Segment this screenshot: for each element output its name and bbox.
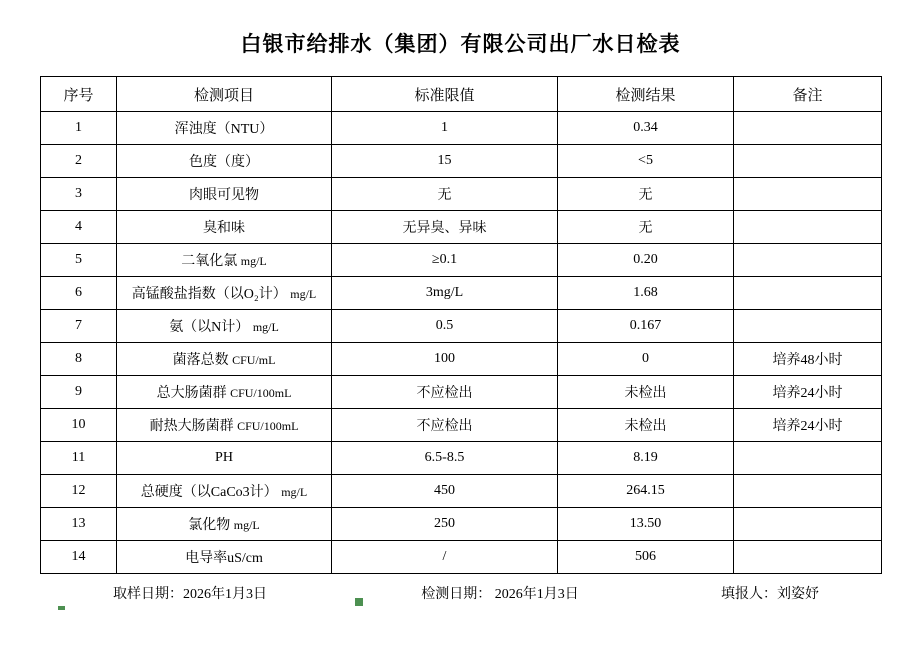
cell-limit: 不应检出	[332, 376, 558, 409]
cell-item-name: 菌落总数	[172, 353, 229, 368]
cell-limit: 无异臭、异味	[332, 211, 558, 244]
footer	[0, 583, 921, 603]
cell-result: 0	[558, 343, 734, 376]
test-date: 检测日期： 2026年1月3日	[421, 587, 579, 602]
table-row	[41, 277, 882, 310]
header-limit: 标准限值	[332, 77, 558, 112]
cell-limit: 无	[332, 178, 558, 211]
cell-item-name: 耐热大肠菌群	[149, 419, 234, 434]
cell-limit: 不应检出	[332, 409, 558, 442]
table-row	[41, 508, 882, 541]
cell-item	[117, 475, 332, 508]
cell-no: 11	[41, 442, 117, 475]
cell-limit: 250	[332, 508, 558, 541]
table-row	[41, 211, 882, 244]
cell-item-name: 氯化物	[188, 518, 231, 533]
table-header	[41, 77, 882, 112]
cell-item-name: 总硬度（以CaCo3计）	[140, 485, 278, 500]
cell-item-name: 二氧化氯	[181, 254, 238, 269]
cell-no: 10	[41, 409, 117, 442]
cell-result: 1.68	[558, 277, 734, 310]
table-row	[41, 442, 882, 475]
table-row	[41, 112, 882, 145]
cell-item-name: 臭和味	[203, 221, 245, 236]
cell-limit: /	[332, 541, 558, 574]
table-row	[41, 244, 882, 277]
cell-item	[117, 145, 332, 178]
cell-no: 2	[41, 145, 117, 178]
cell-item	[117, 376, 332, 409]
cell-item-unit: mg/L	[252, 320, 279, 334]
green-marker-secondary-icon	[58, 606, 65, 610]
reporter-name: 填报人：刘姿妤	[721, 587, 819, 602]
cell-remark	[734, 178, 882, 211]
cell-item-name: 总大肠菌群	[156, 386, 227, 401]
cell-item	[117, 178, 332, 211]
cell-result: 0.34	[558, 112, 734, 145]
table-row	[41, 541, 882, 574]
cell-item-name: 氨（以N计）	[169, 320, 250, 335]
cell-item-name: 电导率uS/cm	[185, 551, 263, 566]
cell-limit: 1	[332, 112, 558, 145]
cell-no: 13	[41, 508, 117, 541]
cell-item-unit: CFU/mL	[232, 353, 276, 367]
cell-item-name: PH	[215, 450, 233, 465]
sample-date: 取样日期：2026年1月3日	[113, 587, 267, 602]
cell-no: 7	[41, 310, 117, 343]
cell-item-name: 色度（度）	[189, 155, 259, 170]
cell-result: 13.50	[558, 508, 734, 541]
table-body	[41, 112, 882, 574]
cell-no: 3	[41, 178, 117, 211]
cell-item	[117, 442, 332, 475]
cell-item	[117, 508, 332, 541]
cell-remark	[734, 244, 882, 277]
table-header-row	[41, 77, 882, 112]
cell-limit: 6.5-8.5	[332, 442, 558, 475]
cell-no: 8	[41, 343, 117, 376]
cell-remark	[734, 112, 882, 145]
cell-no: 6	[41, 277, 117, 310]
cell-item-unit: mg/L	[281, 485, 308, 499]
cell-item-unit: mg/L	[233, 518, 260, 532]
report-table-container	[0, 76, 921, 574]
cell-item-unit: CFU/100mL	[237, 419, 299, 433]
cell-remark	[734, 442, 882, 475]
header-item: 检测项目	[117, 77, 332, 112]
cell-item	[117, 211, 332, 244]
cell-result: 未检出	[558, 409, 734, 442]
cell-item-name: 高锰酸盐指数（以O₂计）	[131, 287, 287, 302]
cell-remark: 培养48小时	[734, 343, 882, 376]
cell-result: 0.167	[558, 310, 734, 343]
cell-item-name: 浑浊度（NTU）	[174, 122, 274, 137]
cell-item-unit: mg/L	[290, 287, 317, 301]
cell-item-name: 肉眼可见物	[189, 188, 259, 203]
cell-result: 无	[558, 211, 734, 244]
cell-remark	[734, 508, 882, 541]
cell-result: 0.20	[558, 244, 734, 277]
cell-remark	[734, 277, 882, 310]
cell-item	[117, 112, 332, 145]
table-row	[41, 178, 882, 211]
cell-item-unit: mg/L	[240, 254, 267, 268]
header-no: 序号	[41, 77, 117, 112]
header-result: 检测结果	[558, 77, 734, 112]
cell-no: 4	[41, 211, 117, 244]
cell-remark	[734, 145, 882, 178]
cell-result: 264.15	[558, 475, 734, 508]
cell-item-unit: CFU/100mL	[230, 386, 292, 400]
cell-item	[117, 409, 332, 442]
cell-item	[117, 244, 332, 277]
cell-no: 14	[41, 541, 117, 574]
table-row	[41, 310, 882, 343]
cell-no: 5	[41, 244, 117, 277]
cell-no: 9	[41, 376, 117, 409]
cell-remark	[734, 310, 882, 343]
cell-limit: 3mg/L	[332, 277, 558, 310]
cell-no: 1	[41, 112, 117, 145]
cell-item	[117, 343, 332, 376]
cell-result: 506	[558, 541, 734, 574]
cell-limit: 450	[332, 475, 558, 508]
cell-limit: 0.5	[332, 310, 558, 343]
cell-limit: 100	[332, 343, 558, 376]
cell-result: 未检出	[558, 376, 734, 409]
cell-result: 无	[558, 178, 734, 211]
table-row	[41, 343, 882, 376]
cell-item	[117, 310, 332, 343]
page-title: 白银市给排水（集团）有限公司出厂水日检表	[240, 32, 681, 56]
water-test-table	[40, 76, 882, 574]
cell-remark: 培养24小时	[734, 376, 882, 409]
cell-remark	[734, 475, 882, 508]
cell-limit: 15	[332, 145, 558, 178]
cell-limit: ≥0.1	[332, 244, 558, 277]
cell-no: 12	[41, 475, 117, 508]
cell-result: 8.19	[558, 442, 734, 475]
table-row	[41, 145, 882, 178]
cell-remark	[734, 211, 882, 244]
table-row	[41, 409, 882, 442]
cell-item	[117, 277, 332, 310]
table-row	[41, 475, 882, 508]
cell-result: <5	[558, 145, 734, 178]
green-marker-icon	[355, 598, 363, 606]
header-remark: 备注	[734, 77, 882, 112]
cell-item	[117, 541, 332, 574]
table-row	[41, 376, 882, 409]
cell-remark: 培养24小时	[734, 409, 882, 442]
document-page	[0, 28, 921, 652]
cell-remark	[734, 541, 882, 574]
